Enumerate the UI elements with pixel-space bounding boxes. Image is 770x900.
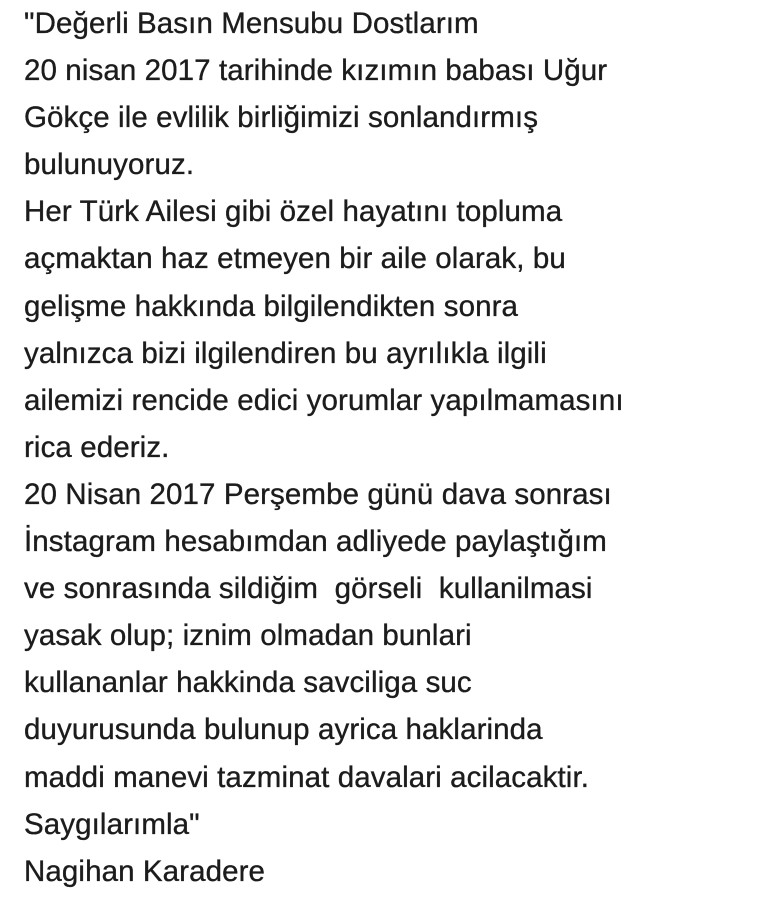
- statement-closing: Saygılarımla": [24, 807, 200, 841]
- statement-line: maddi manevi tazminat davalari acilacaktir.: [24, 760, 590, 794]
- statement-line: rica ederiz.: [24, 430, 170, 464]
- statement-line: İnstagram hesabımdan adliyede paylaştığım: [24, 525, 607, 559]
- statement-line: "Değerli Basın Mensubu Dostlarım: [24, 7, 479, 40]
- statement-line: yalnızca bizi ilgilendiren bu ayrılıkla ilgili: [24, 336, 547, 370]
- statement-line: Gökçe ile evlilik birliğimizi sonlandırmış: [24, 101, 539, 135]
- statement-line: kullananlar hakkinda savciliga suc: [24, 666, 472, 700]
- statement-signature: Nagihan Karadere: [24, 854, 266, 888]
- statement-line: 20 Nisan 2017 Perşembe günü dava sonrası: [24, 477, 612, 511]
- statement-line: duyurusunda bulunup ayrica haklarinda: [24, 713, 543, 747]
- statement-line: açmaktan haz etmeyen bir aile olarak, bu: [24, 242, 566, 276]
- statement-line: ve sonrasında sildiğim görseli kullanilmasi: [24, 572, 593, 606]
- statement-line: ailemizi rencide edici yorumlar yapılmamasını: [24, 383, 624, 417]
- statement-text: [24, 0, 764, 895]
- statement-line: 20 nisan 2017 tarihinde kızımın babası Uğur: [24, 54, 608, 88]
- statement-line: bulunuyoruz.: [24, 148, 195, 182]
- statement-line: gelişme hakkında bilgilendikten sonra: [24, 289, 519, 323]
- statement-line: Her Türk Ailesi gibi özel hayatını topluma: [24, 195, 563, 229]
- statement-line: yasak olup; iznim olmadan bunlari: [24, 619, 472, 653]
